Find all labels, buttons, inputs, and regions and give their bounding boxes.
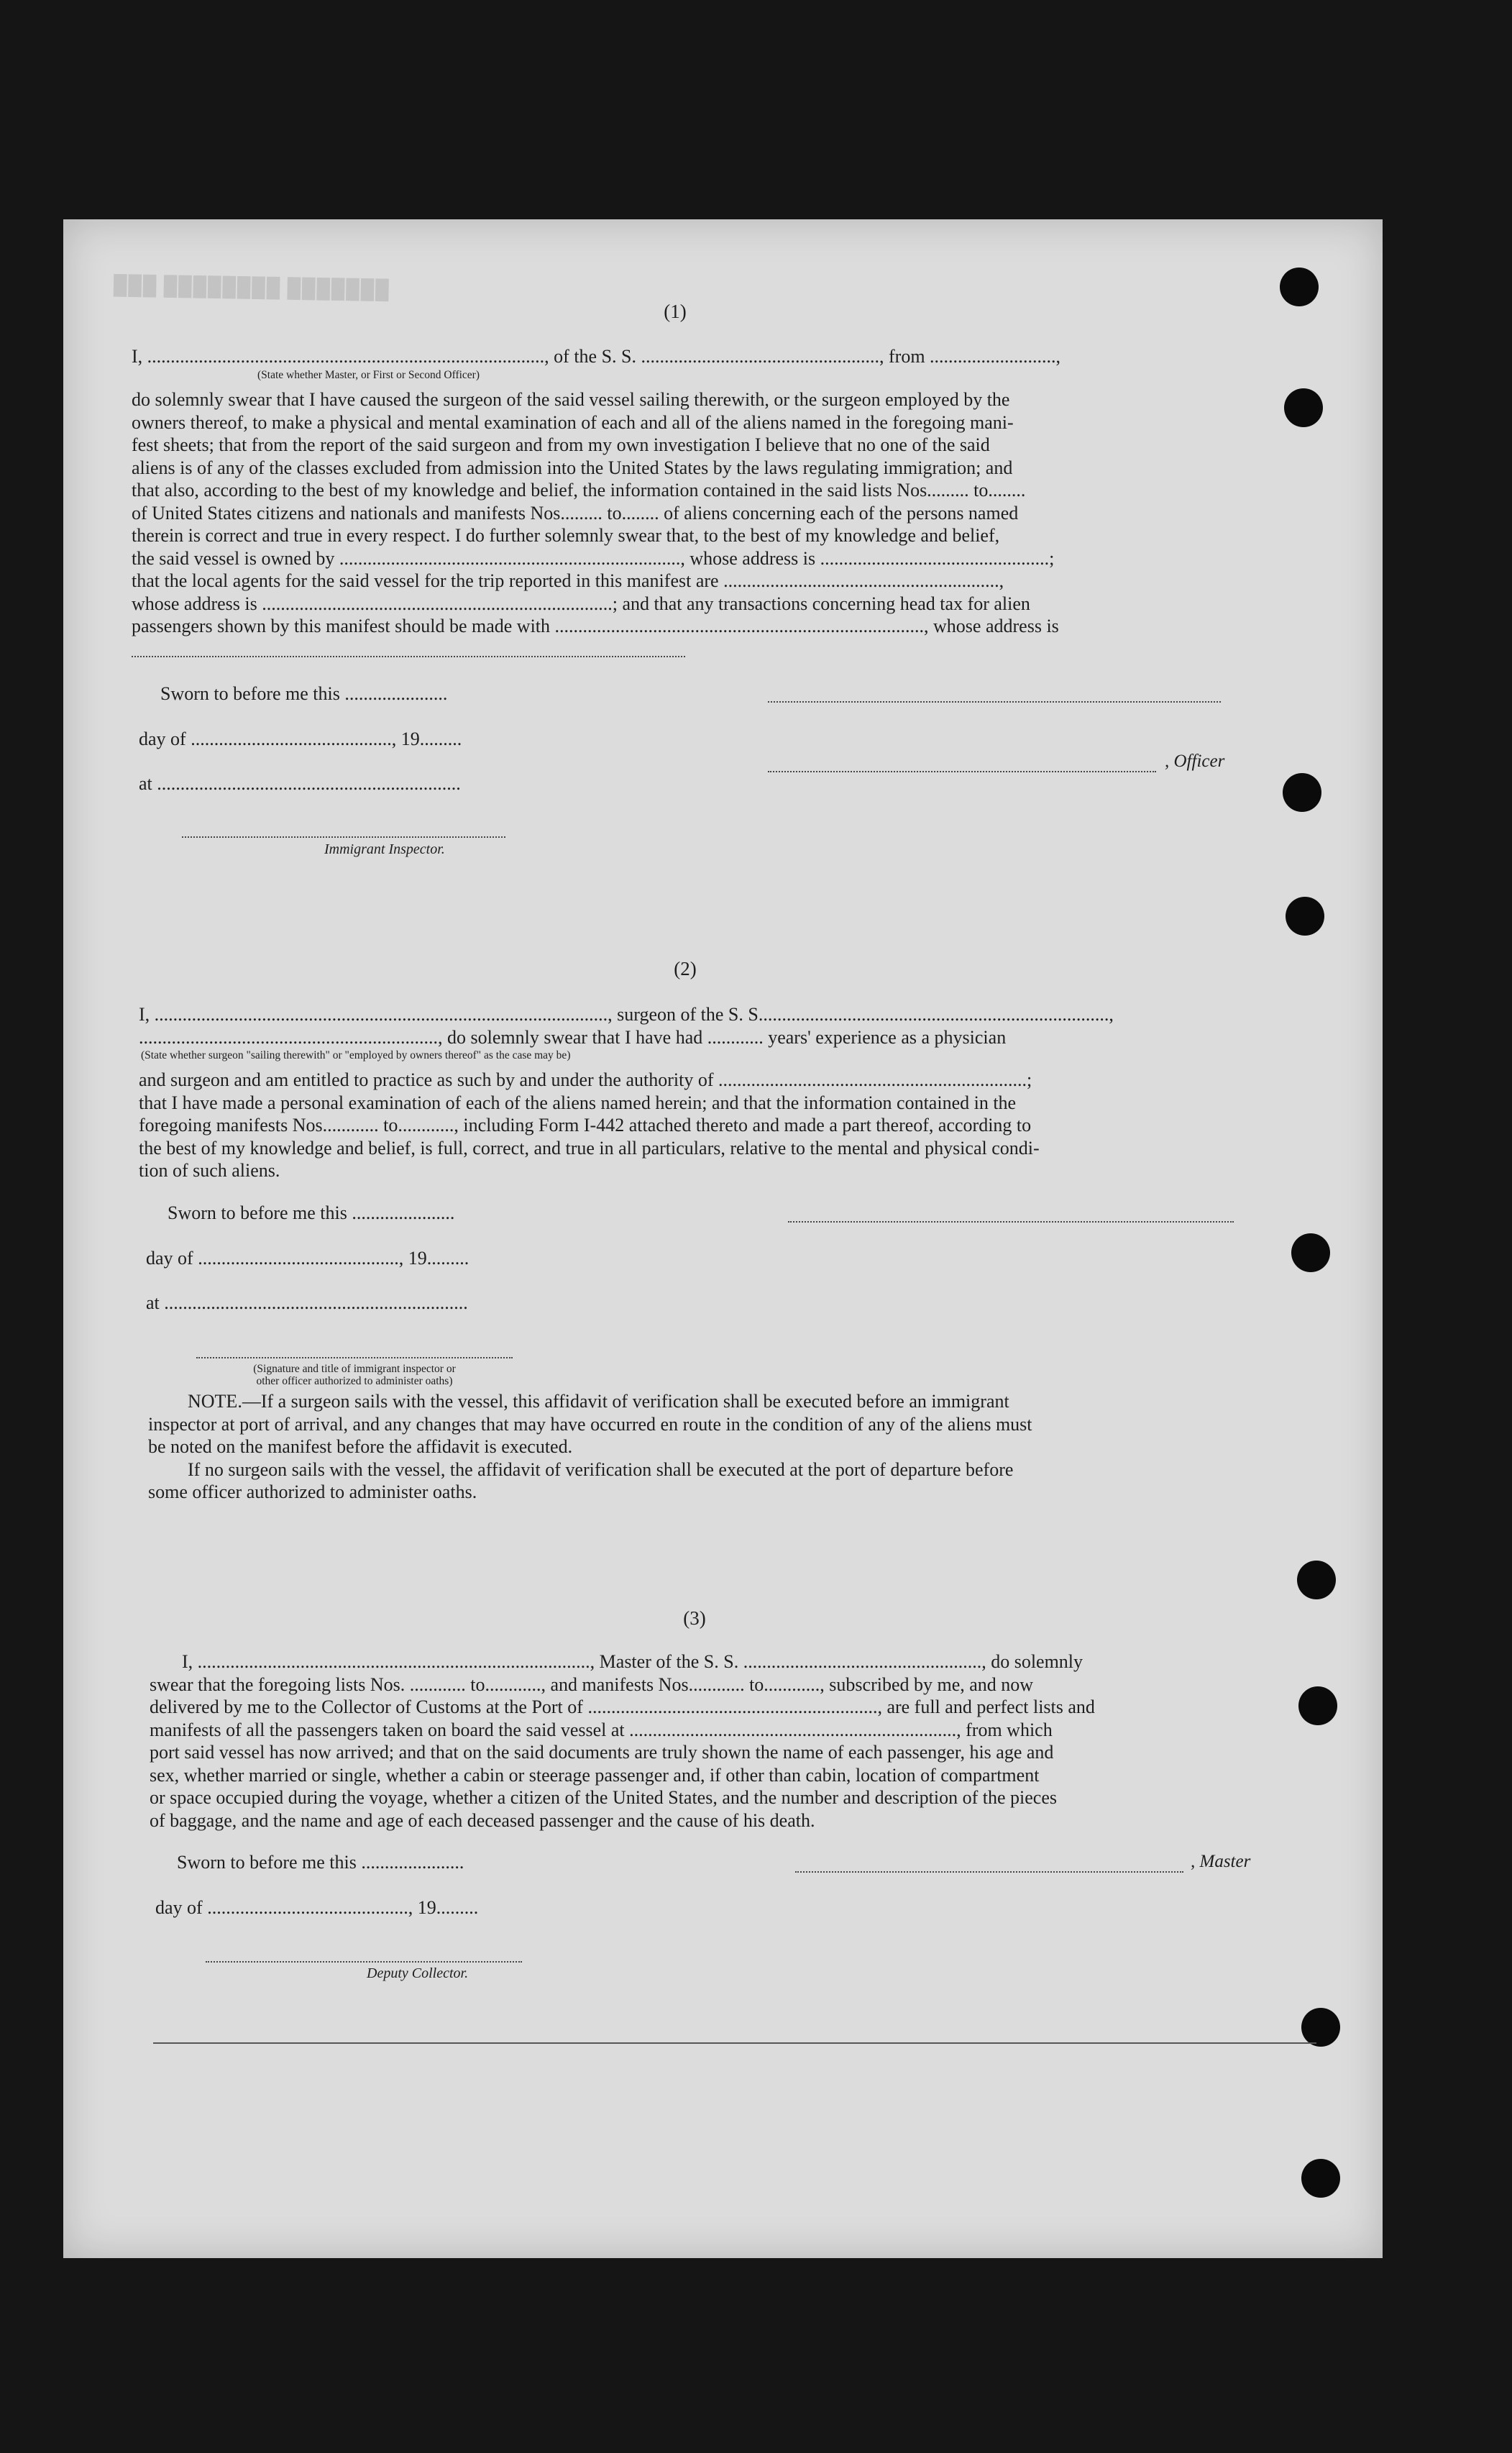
oath-line: the best of my knowledge and belief, is full, correct, and true in all particulars, relative to the mental and physical condi- xyxy=(139,1137,1040,1159)
show-through-text: ███ ████████ ███████ xyxy=(113,274,390,301)
section-2-heading: (2) xyxy=(674,958,697,979)
oath-line: aliens is of any of the classes excluded from admission into the United States by the laws regulating immigration; and xyxy=(132,457,1013,478)
oath-line: I, ....................................................................................., of the S. S. ..................................................., from ..........................., xyxy=(132,346,1061,367)
collector-caption: Deputy Collector. xyxy=(367,1965,469,1981)
oath-line: of baggage, and the name and age of each deceased passenger and the cause of his death. xyxy=(150,1809,815,1831)
section-1-body xyxy=(132,388,1303,638)
binding-hole xyxy=(1286,897,1324,936)
oath-line: do solemnly swear that I have caused the surgeon of the said vessel sailing therewith, or the surgeon employed by the xyxy=(132,389,1010,410)
section-1-text xyxy=(132,345,1303,368)
oath-line: foregoing manifests Nos............ to............, including Form I-442 attached thereto and made a part thereof, according to xyxy=(139,1115,1032,1136)
note-line: be noted on the manifest before the affidavit is executed. xyxy=(148,1436,573,1457)
note-text xyxy=(148,1390,1316,1504)
binding-hole xyxy=(1301,2159,1340,2198)
binding-hole xyxy=(1301,2008,1340,2047)
officer-name-blank xyxy=(768,701,1221,703)
oath-line: of United States citizens and nationals and manifests Nos......... to........ of aliens concerning each of the persons named xyxy=(132,502,1019,524)
oath-line: tion of such aliens. xyxy=(139,1160,280,1181)
section-2-text xyxy=(139,1003,1311,1049)
oath-line: I, ................................................................................................., surgeon of the S. S..........................................................................., xyxy=(139,1004,1114,1025)
signature-hint-line: other officer authorized to administer oaths) xyxy=(256,1375,453,1387)
oath-line: fest sheets; that from the report of the said surgeon and from my own investigation I believe that no one of the said xyxy=(132,434,990,455)
oath-line: and surgeon and am entitled to practice as such by and under the authority of ..................................................................; xyxy=(139,1069,1032,1090)
oath-line: sex, whether married or single, whether a cabin or steerage passenger and, if other than cabin, location of compartment xyxy=(150,1764,1040,1786)
section-2-body xyxy=(139,1069,1311,1182)
binding-hole xyxy=(1283,773,1321,812)
master-signature-blank xyxy=(795,1871,1183,1873)
officer-title: Officer xyxy=(1173,752,1225,771)
collector-signature-blank xyxy=(206,1961,522,1963)
sworn-line: Sworn to before me this ...................... xyxy=(160,683,448,704)
manifest-sheet xyxy=(63,219,1383,2258)
section-3-heading: (3) xyxy=(683,1607,706,1629)
binding-hole xyxy=(1297,1561,1336,1599)
note-line: NOTE.—If a surgeon sails with the vessel, this affidavit of verification shall be executed before an immigrant xyxy=(188,1391,1009,1412)
day-line: day of ..........................................., 19......... xyxy=(155,1897,479,1918)
oath-line: manifests of all the passengers taken on board the said vessel at ......................................................................, from which xyxy=(150,1719,1053,1740)
authority-signature-blank xyxy=(196,1357,513,1358)
oath-line: delivered by me to the Collector of Customs at the Port of .............................................................., are full and perfect lists and xyxy=(150,1696,1095,1717)
section-3-text xyxy=(150,1650,1314,1832)
day-line: day of ..........................................., 19......... xyxy=(146,1248,469,1269)
sworn-line: Sworn to before me this ...................... xyxy=(168,1202,455,1223)
binding-hole xyxy=(1291,1233,1330,1272)
note-line: If no surgeon sails with the vessel, the affidavit of verification shall be executed at the port of departure before xyxy=(188,1458,1014,1480)
officer-caption: , Officer xyxy=(1165,752,1225,771)
section-1-heading: (1) xyxy=(664,301,687,322)
oath-line: passengers shown by this manifest should be made with ..............................................................................., whose address is xyxy=(132,616,1059,636)
master-caption: , Master xyxy=(1191,1852,1251,1871)
oath-line: that the local agents for the said vessel for the trip reported in this manifest are ..........................................................., xyxy=(132,570,1004,591)
oath-line: therein is correct and true in every respect. I do further solemnly swear that, to the best of my knowledge and belief, xyxy=(132,525,1000,546)
oath-line: I, ...................................................................................., Master of the S. S. ..................................................., do solemnly xyxy=(182,1651,1083,1672)
oath-line: the said vessel is owned by ........................................................................., whose address is .................................................; xyxy=(132,547,1055,569)
inspector-caption: Immigrant Inspector. xyxy=(324,841,445,857)
surgeon-signature-blank xyxy=(788,1221,1234,1223)
address-blank xyxy=(132,656,685,657)
oath-line: that I have made a personal examination of each of the aliens named herein; and that the information contained in the xyxy=(139,1092,1017,1113)
at-line: at ................................................................. xyxy=(146,1292,468,1313)
oath-line: ................................................................, do solemnly swear that I have had ............ years' experience as a physician xyxy=(139,1026,1007,1048)
signature-hint xyxy=(211,1363,498,1387)
oath-line: owners thereof, to make a physical and mental examination of each and all of the aliens named in the foregoing mani- xyxy=(132,411,1014,433)
sworn-line: Sworn to before me this ...................... xyxy=(177,1852,464,1873)
inspector-signature-blank xyxy=(182,836,505,838)
surgeon-hint: (State whether surgeon "sailing therewith" or "employed by owners thereof" as the case may be) xyxy=(141,1049,571,1061)
officer-hint: (State whether Master, or First or Second Officer) xyxy=(257,369,480,381)
officer-signature-blank xyxy=(768,771,1156,772)
day-line: day of ..........................................., 19......... xyxy=(139,728,462,749)
oath-line: that also, according to the best of my knowledge and belief, the information contained in the said lists Nos......... to........ xyxy=(132,480,1026,501)
bottom-rule xyxy=(153,2042,1316,2044)
oath-line: or space occupied during the voyage, whether a citizen of the United States, and the number and description of the pieces xyxy=(150,1787,1058,1808)
oath-line: whose address is ...........................................................................; and that any transactions concerning head tax for alien xyxy=(132,593,1030,614)
signature-hint-line: (Signature and title of immigrant inspector or xyxy=(253,1363,456,1375)
master-title: Master xyxy=(1199,1852,1251,1871)
oath-line: port said vessel has now arrived; and that on the said documents are truly shown the name of each passenger, his age and xyxy=(150,1742,1054,1763)
at-line: at ................................................................. xyxy=(139,773,461,794)
note-line: some officer authorized to administer oaths. xyxy=(148,1481,477,1502)
note-line: inspector at port of arrival, and any changes that may have occurred en route in the condition of any of the aliens must xyxy=(148,1413,1032,1435)
binding-hole xyxy=(1280,268,1319,306)
oath-line: swear that the foregoing lists Nos. ............ to............, and manifests Nos............ to............, subscribed by me, and now xyxy=(150,1673,1034,1695)
